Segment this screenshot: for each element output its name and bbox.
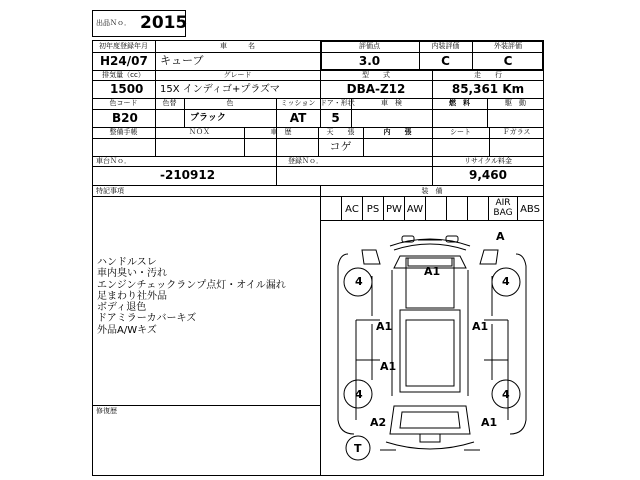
tire-mark-fl: 4 — [355, 275, 363, 288]
damage-mark-roof: A1 — [424, 265, 441, 278]
roof-header: 天 張 — [326, 128, 355, 136]
reg-no-header: 登録Ｎｏ． — [288, 157, 323, 165]
nox-header: ＮＯＸ — [189, 128, 210, 136]
color-code-header: 色コード — [109, 99, 138, 107]
interior-header: 内装評価 — [431, 42, 460, 50]
first-reg-header: 初年度登録年月 — [99, 42, 148, 50]
history-header: 車 歴 — [270, 128, 292, 136]
remark-line: エンジンチェックランプ点灯・オイル漏れ — [97, 280, 286, 291]
chassis-value: -210912 — [160, 168, 216, 182]
seat-header: シート — [450, 128, 471, 136]
remark-line: 外品A/Wキズ — [97, 325, 157, 336]
damage-mark-left-door: A1 — [380, 360, 397, 373]
car-name-header: 車 名 — [220, 42, 255, 50]
displacement-value: 1500 — [110, 82, 144, 96]
row-line — [92, 166, 544, 167]
upholstery-header: 内 張 — [383, 128, 412, 136]
drive-header: 駆 動 — [505, 99, 526, 107]
equip-aw: AW — [406, 204, 424, 215]
recycle-header: リサイクル料金 — [463, 157, 513, 165]
transmission-header: ミッション — [280, 99, 316, 107]
recycle-value: 9,460 — [469, 168, 507, 182]
damage-mark-right-front: A1 — [472, 320, 489, 333]
equip-abs: ABS — [520, 204, 540, 215]
first-reg-value: H24/07 — [100, 54, 148, 68]
remark-line: ボディ退色 — [97, 302, 147, 313]
equip-ps: PS — [366, 204, 380, 215]
roof-value: コゲ — [329, 140, 352, 153]
color-code-value: B20 — [112, 111, 138, 125]
doors-value: 5 — [331, 111, 340, 125]
mileage-value: 85,361 Km — [451, 82, 525, 96]
equipment-header: 装 備 — [421, 187, 443, 195]
remark-line: 足まわり社外品 — [97, 291, 167, 302]
remark-line: 車内臭い・汚れ — [97, 268, 167, 279]
damage-mark-rear-right: A1 — [481, 416, 498, 429]
lot-label: 出品Ｎｏ． — [96, 19, 131, 27]
remark-line: ドアミラーカバーキズ — [97, 313, 197, 324]
interior-value: C — [441, 54, 450, 68]
doors-header: ドア・形状 — [320, 99, 355, 107]
exterior-header: 外装評価 — [494, 42, 522, 50]
tire-mark-rr: 4 — [502, 388, 510, 401]
tire-mark-fr: 4 — [502, 275, 510, 288]
car-name-value: キューブ — [160, 54, 204, 67]
fuel-header: 燃 料 — [449, 99, 470, 107]
car-diagram — [320, 220, 544, 476]
damage-mark-top: A — [496, 230, 505, 243]
row-line — [92, 185, 544, 186]
row-line — [92, 109, 544, 110]
row-line — [92, 405, 320, 406]
damage-mark-left-front: A1 — [376, 320, 393, 333]
lot-number: 2015 — [140, 13, 188, 33]
tire-mark-rl: 4 — [355, 388, 363, 401]
glass-header: Ｆガラス — [502, 128, 531, 136]
grade-header: グレード — [223, 71, 252, 79]
inspection-header: 車 検 — [381, 99, 402, 107]
equip-pw: PW — [386, 204, 402, 215]
remarks-header: 特記事項 — [96, 187, 124, 195]
transmission-value: AT — [289, 111, 307, 125]
paint-header: 色替 — [162, 99, 177, 107]
equip-ac: AC — [345, 204, 359, 215]
grade-value: 15X インディゴ+プラズマ — [160, 84, 280, 95]
displacement-header: 排気量（cc） — [102, 71, 145, 79]
row-line — [92, 196, 544, 197]
color-value: ブラック — [190, 113, 226, 123]
exterior-value: C — [503, 54, 513, 68]
maintenance-header: 整備手帳 — [109, 128, 138, 136]
score-value: 3.0 — [358, 54, 381, 68]
damage-mark-rear-left: A2 — [370, 416, 387, 429]
color-header: 色 — [226, 99, 234, 107]
mileage-header: 走 行 — [474, 71, 502, 79]
spare-tire-mark: T — [354, 442, 362, 455]
model-value: DBA-Z12 — [346, 82, 406, 96]
score-header: 評価点 — [359, 42, 380, 50]
chassis-header: 車台Ｎｏ． — [96, 157, 131, 165]
repair-history-header: 修復歴 — [96, 407, 117, 415]
model-header: 型 式 — [362, 71, 390, 79]
remark-line: ハンドルスレ — [97, 257, 157, 268]
equip-airbag: AIR BAG — [493, 198, 513, 218]
row-line — [92, 80, 544, 81]
